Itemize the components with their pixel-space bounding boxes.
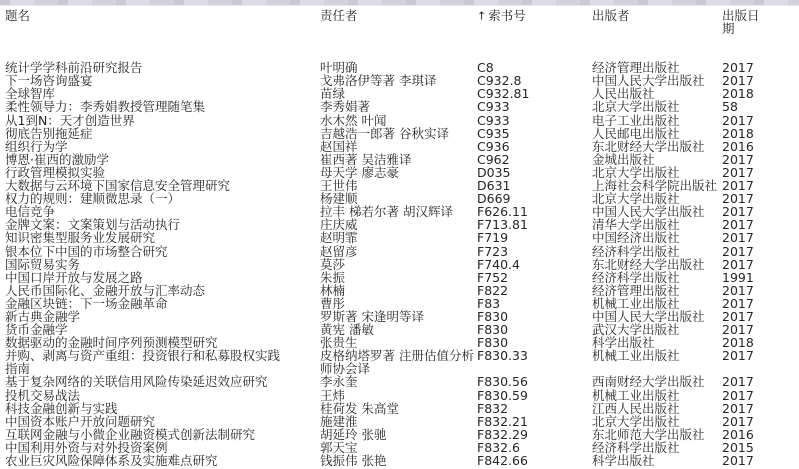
table-row[interactable] <box>0 428 799 441</box>
cell-year: 2017 <box>722 192 754 206</box>
cell-author: 朱振 <box>320 270 346 284</box>
cell-year: 2016 <box>722 139 754 153</box>
cell-call_number: F832.6 <box>477 440 520 454</box>
table-row[interactable] <box>0 258 799 271</box>
cell-call_number: F842.66 <box>477 454 528 468</box>
cell-author: 杨建顺 <box>320 192 358 206</box>
cell-author: 胡延玲 张驰 <box>320 427 387 441</box>
cell-year: 2017 <box>722 309 754 324</box>
table-row[interactable] <box>0 375 799 388</box>
cell-call_number: F83 <box>477 296 501 310</box>
cell-author: 李永奎 <box>320 375 358 389</box>
cell-publisher: 东北财经大学出版社 <box>592 257 705 271</box>
cell-call_number: F719 <box>477 231 509 245</box>
cell-author: 叶明确 <box>320 61 358 75</box>
cell-call_number: F713.81 <box>477 218 528 232</box>
cell-year: 2017 <box>722 113 754 127</box>
cell-author: 罗斯著 宋逢明等译 <box>320 309 424 324</box>
table-row[interactable] <box>0 153 799 166</box>
cell-author: 水木然 叶闻 <box>320 113 387 127</box>
cell-author: 李秀娟著 <box>320 100 371 114</box>
table-row[interactable] <box>0 74 799 87</box>
cell-title: 基于复杂网络的关联信用风险传染延迟效应研究 <box>5 375 268 389</box>
cell-year: 2017 <box>722 414 754 428</box>
table-row[interactable] <box>0 218 799 231</box>
cell-author: 王炜 <box>320 388 346 402</box>
cell-publisher: 西南财经大学出版社 <box>592 375 705 389</box>
table-row[interactable] <box>0 389 799 402</box>
cell-call_number: C933 <box>477 113 510 127</box>
cell-call_number: F752 <box>477 270 509 284</box>
table-row[interactable] <box>0 336 799 349</box>
cell-title: 博恩·崔西的激励学 <box>5 152 109 166</box>
cell-publisher: 东北财经大学出版社 <box>592 139 705 153</box>
cell-publisher: 科学出版社 <box>592 454 655 468</box>
cell-year: 58 <box>722 100 738 114</box>
cell-call_number: F830.59 <box>477 388 528 402</box>
cell-title: 人民币国际化、金融开放与汇率动态 <box>5 283 206 297</box>
cell-year: 2017 <box>722 388 754 402</box>
cell-year: 2017 <box>722 323 754 337</box>
cell-title: 互联网金融与小微企业融资模式创新法制研究 <box>5 427 256 441</box>
table-row[interactable] <box>0 245 799 258</box>
cell-title: 组织行为学 <box>5 139 68 153</box>
cell-call_number: F822 <box>477 283 509 297</box>
table-row[interactable] <box>0 61 799 74</box>
cell-title: 金融区块链：下一场金融革命 <box>5 296 168 310</box>
cell-publisher: 北京大学出版社 <box>592 100 680 114</box>
cell-year: 2017 <box>722 165 754 180</box>
cell-year: 2017 <box>722 401 754 415</box>
cell-publisher: 经济科学出版社 <box>592 244 680 258</box>
table-body <box>0 61 799 467</box>
cell-year: 2017 <box>722 74 754 88</box>
cell-call_number: C936 <box>477 139 510 153</box>
cell-publisher: 中国经济出版社 <box>592 231 680 245</box>
cell-year: 2017 <box>722 179 754 193</box>
cell-title: 科技金融创新与实践 <box>5 401 118 415</box>
cell-call_number: F832 <box>477 401 509 415</box>
cell-call_number: F830 <box>477 336 509 350</box>
cell-title: 国际贸易实务 <box>5 257 81 271</box>
cell-title: 数据驱动的金融时间序列预测模型研究 <box>5 336 218 350</box>
cell-year: 2017 <box>722 205 754 219</box>
cell-year: 2017 <box>722 375 754 389</box>
table-row[interactable] <box>0 454 799 467</box>
table-row[interactable] <box>0 297 799 310</box>
cell-title: 中国资本账户开放问题研究 <box>5 414 156 428</box>
cell-year: 2017 <box>722 218 754 232</box>
cell-publisher: 清华大学出版社 <box>592 218 680 232</box>
cell-author: 皮格纳塔罗著 注册估值分析师协会译 <box>320 349 474 376</box>
cell-title: 从1到N：天才创造世界 <box>5 113 135 127</box>
cell-publisher: 中国人民大学出版社 <box>592 74 705 88</box>
table-row[interactable] <box>0 323 799 336</box>
cell-publisher: 人民邮电出版社 <box>592 126 680 140</box>
cell-author: 施建淮 <box>320 414 358 428</box>
cell-year: 2017 <box>722 296 754 310</box>
table-row[interactable] <box>0 127 799 140</box>
table-header-row <box>0 9 799 35</box>
cell-publisher: 中国人民大学出版社 <box>592 309 705 324</box>
column-header-title[interactable]: 题名 <box>5 9 31 23</box>
cell-title: 全球智库 <box>5 87 56 101</box>
cell-call_number: F830.56 <box>477 375 528 389</box>
cell-title: 银本位下中国的市场整合研究 <box>5 244 168 258</box>
cell-author: 莫莎 <box>320 257 346 271</box>
cell-publisher: 经济管理出版社 <box>592 61 680 75</box>
table-row[interactable] <box>0 192 799 205</box>
cell-publisher: 金城出版社 <box>592 152 655 166</box>
cell-call_number: D631 <box>477 179 511 193</box>
table-row[interactable] <box>0 114 799 127</box>
column-header-call-number[interactable] <box>477 9 592 23</box>
cell-call_number: C932.81 <box>477 87 530 101</box>
cell-year: 2018 <box>722 87 754 101</box>
cell-publisher: 武汉大学出版社 <box>592 323 680 337</box>
cell-year: 2017 <box>722 454 754 468</box>
table-row[interactable] <box>0 349 799 375</box>
cell-title: 柔性领导力：李秀娟教授管理随笔集 <box>5 100 206 114</box>
cell-author: 吉越浩一郎著 谷秋实译 <box>320 126 449 140</box>
cell-title: 权力的规则：建顺微思录（一） <box>5 192 181 206</box>
cell-author: 庄庆威 <box>320 218 358 232</box>
table-row[interactable] <box>0 402 799 415</box>
cell-year: 2017 <box>722 257 754 271</box>
cell-title: 金牌文案：文案策划与活动执行 <box>5 218 181 232</box>
cell-publisher: 经济科学出版社 <box>592 270 680 284</box>
cell-title: 新古典金融学 <box>5 309 81 324</box>
cell-author: 郭天宝 <box>320 440 358 454</box>
cell-call_number: F626.11 <box>477 205 528 219</box>
cell-year: 1991 <box>722 270 754 284</box>
cell-title: 并购、剥离与资产重组：投资银行和私募股权实践指南 <box>5 349 281 376</box>
cell-title: 统计学学科前沿研究报告 <box>5 61 143 75</box>
cell-publisher: 北京大学出版社 <box>592 165 680 180</box>
cell-publisher: 江西人民出版社 <box>592 401 680 415</box>
cell-call_number: F830 <box>477 309 509 324</box>
cell-author: 赵留彦 <box>320 244 358 258</box>
cell-call_number: F740.4 <box>477 257 520 271</box>
cell-author: 桂荷发 朱高堂 <box>320 401 399 415</box>
cell-year: 2018 <box>722 336 754 350</box>
table-row[interactable] <box>0 231 799 244</box>
column-header-year[interactable]: 出版日期 <box>722 9 760 36</box>
cell-title: 行政管理模拟实验 <box>5 165 106 180</box>
cell-author: 赵国祥 <box>320 139 358 153</box>
table-row[interactable] <box>0 87 799 100</box>
cell-title: 电信竞争 <box>5 205 56 219</box>
cell-author: 王世伟 <box>320 179 358 193</box>
cell-author: 林楠 <box>320 283 346 297</box>
cell-call_number: F830.33 <box>477 349 528 363</box>
cell-call_number: C8 <box>477 61 494 75</box>
cell-author: 崔西著 吴洁雅译 <box>320 152 412 166</box>
catalog-table <box>0 9 799 467</box>
cell-year: 2017 <box>722 231 754 245</box>
cell-year: 2018 <box>722 126 754 140</box>
column-header-author[interactable]: 责任者 <box>320 9 358 23</box>
cell-title: 彻底告别拖延症 <box>5 126 93 140</box>
cell-year: 2017 <box>722 244 754 258</box>
table-row[interactable] <box>0 205 799 218</box>
table-row[interactable] <box>0 100 799 113</box>
table-row[interactable] <box>0 271 799 284</box>
sort-ascending-icon: ↑ <box>477 9 487 23</box>
cell-call_number: F830 <box>477 323 509 337</box>
cell-call_number: F832.29 <box>477 427 528 441</box>
cell-title: 知识密集型服务业发展研究 <box>5 231 156 245</box>
table-row[interactable] <box>0 415 799 428</box>
clipped-toolbar-strip <box>0 0 799 6</box>
cell-title: 货币金融学 <box>5 323 68 337</box>
cell-year: 2017 <box>722 349 754 363</box>
cell-title: 农业巨灾风险保障体系及实施难点研究 <box>5 454 218 468</box>
cell-publisher: 经济管理出版社 <box>592 283 680 297</box>
cell-call_number: C962 <box>477 152 510 166</box>
cell-publisher: 机械工业出版社 <box>592 388 680 402</box>
cell-title: 中国利用外资与对外投资案例 <box>5 440 168 454</box>
cell-title: 下一场咨询盛宴 <box>5 74 93 88</box>
cell-year: 2017 <box>722 152 754 166</box>
table-row[interactable] <box>0 284 799 297</box>
table-row[interactable] <box>0 140 799 153</box>
cell-publisher: 经济科学出版社 <box>592 440 680 454</box>
cell-call_number: C933 <box>477 100 510 114</box>
cell-publisher: 中国人民大学出版社 <box>592 205 705 219</box>
cell-publisher: 上海社会科学院出版社 <box>592 179 718 193</box>
cell-year: 2016 <box>722 427 754 441</box>
table-row[interactable] <box>0 310 799 323</box>
cell-publisher: 机械工业出版社 <box>592 296 680 310</box>
cell-title: 大数据与云环境下国家信息安全管理研究 <box>5 179 231 193</box>
cell-author: 拉丰 梯若尔著 胡汉辉译 <box>320 205 453 219</box>
cell-author: 赵明霏 <box>320 231 358 245</box>
cell-publisher: 电子工业出版社 <box>592 113 680 127</box>
cell-title: 中国口岸开放与发展之路 <box>5 270 143 284</box>
column-header-publisher[interactable]: 出版者 <box>592 9 630 23</box>
cell-author: 苗绿 <box>320 87 346 101</box>
cell-title: 投机交易战法 <box>5 388 81 402</box>
cell-author: 钱振伟 张艳 <box>320 454 387 468</box>
cell-author: 黄宪 潘敏 <box>320 323 374 337</box>
table-row[interactable] <box>0 166 799 179</box>
cell-author: 戈弗洛伊等著 李琪译 <box>320 74 437 88</box>
cell-publisher: 北京大学出版社 <box>592 414 680 428</box>
cell-call_number: C932.8 <box>477 74 522 88</box>
cell-call_number: F832.21 <box>477 414 528 428</box>
cell-publisher: 东北师范大学出版社 <box>592 427 705 441</box>
cell-author: 曹彤 <box>320 296 346 310</box>
cell-call_number: D669 <box>477 192 511 206</box>
cell-call_number: F723 <box>477 244 509 258</box>
cell-year: 2017 <box>722 283 754 297</box>
cell-author: 母天学 廖志豪 <box>320 165 399 180</box>
cell-author: 张贵生 <box>320 336 358 350</box>
cell-year: 2015 <box>722 440 754 454</box>
cell-publisher: 北京大学出版社 <box>592 192 680 206</box>
table-row[interactable] <box>0 441 799 454</box>
table-row[interactable] <box>0 179 799 192</box>
cell-publisher: 科学出版社 <box>592 336 655 350</box>
cell-publisher: 人民出版社 <box>592 87 655 101</box>
column-header-call-number-label: 索书号 <box>488 9 526 23</box>
cell-publisher: 机械工业出版社 <box>592 349 680 363</box>
cell-year: 2017 <box>722 61 754 75</box>
cell-call_number: C935 <box>477 126 510 140</box>
cell-call_number: D035 <box>477 165 511 180</box>
